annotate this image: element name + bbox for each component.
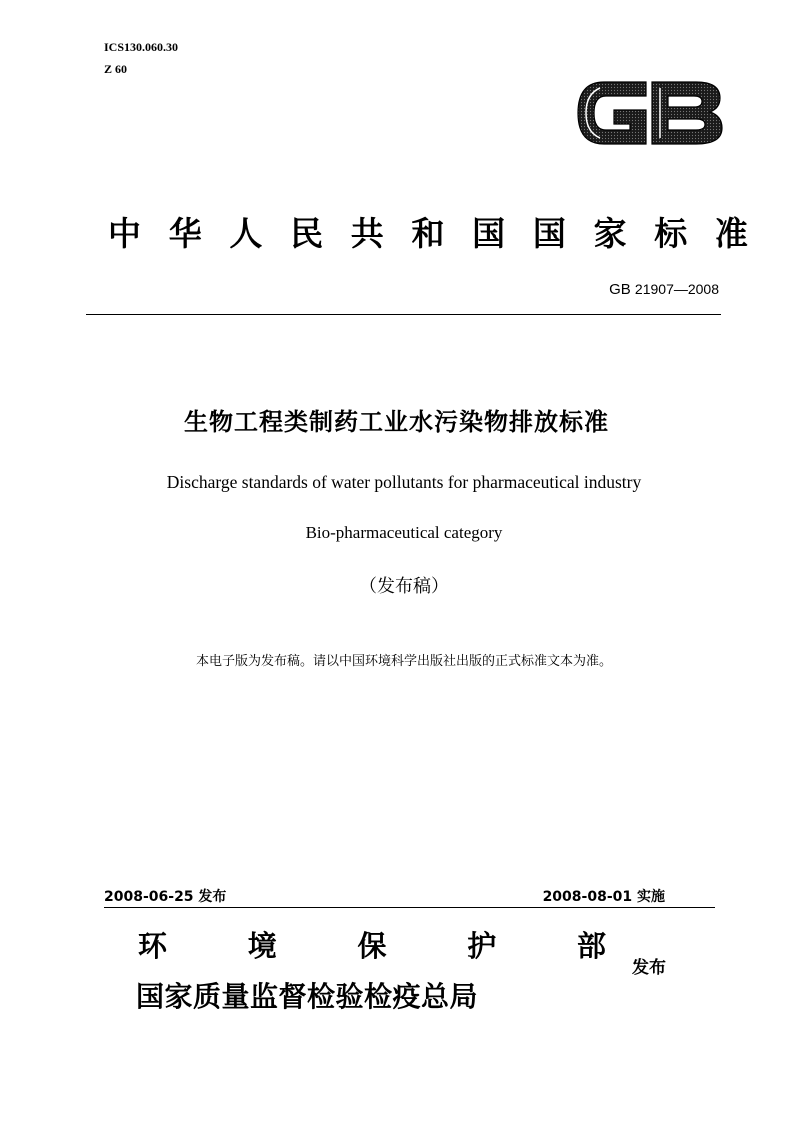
org-char: 环 [138,928,168,963]
publish-label: 发布 [632,958,666,978]
issuer-quality-supervision: 国家质量监督检验检疫总局 [136,980,479,1013]
title-char: 标 [654,213,688,253]
issuer-environment-ministry [138,924,606,964]
implementation-date: 2008-08-01 实施 [542,889,665,905]
standard-number [609,280,719,299]
english-subtitle: Bio-pharmaceutical category [305,523,503,542]
org-char: 部 [576,928,606,963]
chinese-title: 生物工程类制药工业水污染物排放标准 [184,408,609,436]
standard-number-value: 21907—2008 [634,281,719,297]
title-char: 准 [714,213,748,253]
title-char: 国 [532,213,566,253]
edition-note: 本电子版为发布稿。请以中国环境科学出版社出版的正式标准文本为准。 [195,654,612,669]
national-standard-title [108,208,748,254]
issue-date: 2008-06-25 发布 [104,889,227,905]
title-char: 家 [593,213,627,253]
title-char: 中 [108,213,141,253]
title-char: 民 [290,213,324,253]
title-char: 和 [411,213,445,253]
footer-divider [104,907,715,908]
classification-code: Z 60 [104,62,128,76]
draft-label: （发布稿） [359,576,449,597]
title-char: 人 [229,213,263,253]
gb-logo-icon [574,74,724,152]
org-char: 护 [467,928,497,963]
title-char: 国 [472,213,506,253]
ics-code: ICS130.060.30 [104,40,179,54]
org-char: 保 [357,928,387,963]
title-char: 共 [350,213,384,253]
header-divider [86,314,721,315]
org-char: 境 [247,928,277,963]
english-title: Discharge standards of water pollutants for pharmaceutical industry [166,472,642,492]
title-char: 华 [168,213,202,253]
standard-prefix: GB [609,281,631,298]
